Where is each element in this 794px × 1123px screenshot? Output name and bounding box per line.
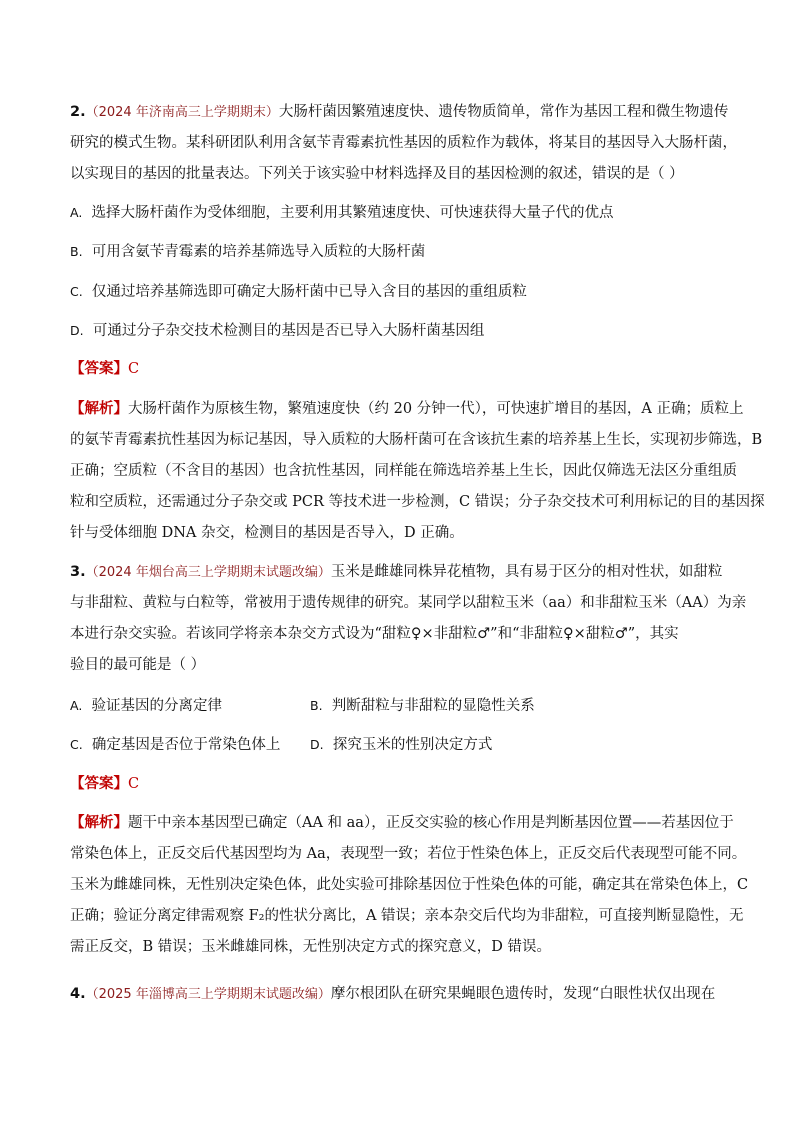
question-number: 4. <box>70 986 86 1002</box>
q3-answer <box>70 774 730 794</box>
option-text: 判断甜粒与非甜粒的显隐性关系 <box>331 698 535 714</box>
q3-option-a <box>70 696 310 716</box>
q3-analysis-line-4: 正确；验证分离定律需观察 F₂的性状分离比，A 错误；亲本杂交后代均为非甜粒，可直接判断显隐性，无 <box>70 908 744 924</box>
option-letter: A. <box>70 205 83 220</box>
question-number: 2. <box>70 104 86 120</box>
q2-analysis-line-5: 针与受体细胞 DNA 杂交，检测目的基因是否导入，D 正确。 <box>70 525 464 541</box>
q2-analysis-line-4: 粒和空质粒，还需通过分子杂交或 PCR 等技术进一步检测，C 错误；分子杂交技术可利用标记的目的基因探 <box>70 494 765 510</box>
option-text: 可用含氨苄青霉素的培养基筛选导入质粒的大肠杆菌 <box>91 244 426 260</box>
analysis-label: 【解析】 <box>70 815 128 831</box>
option-text: 选择大肠杆菌作为受体细胞，主要利用其繁殖速度快、可快速获得大量子代的优点 <box>91 205 614 221</box>
stem-text: 大肠杆菌因繁殖速度快、遗传物质简单，常作为基因工程和微生物遗传 <box>278 104 729 120</box>
stem-text: 摩尔根团队在研究果蝇眼色遗传时，发现“白眼性状仅出现在 <box>330 986 716 1002</box>
answer-label: 【答案】 <box>70 361 128 377</box>
option-letter: A. <box>70 698 83 713</box>
q2-analysis-line-1 <box>70 399 744 419</box>
q2-option-b <box>70 242 730 262</box>
q3-analysis-line-3: 玉米为雌雄同株，无性别决定染色体，此处实验可排除基因位于性染色体的可能，确定其在常染色体上，C <box>70 877 749 893</box>
q2-stem-line-3: 以实现目的基因的批量表达。下列关于该实验中材料选择及目的基因检测的叙述，错误的是（ ） <box>70 166 684 182</box>
q3-options-row-1 <box>70 696 730 716</box>
option-text: 仅通过培养基筛选即可确定大肠杆菌中已导入含目的基因的重组质粒 <box>91 284 527 300</box>
analysis-label: 【解析】 <box>70 401 128 417</box>
option-letter: B. <box>310 698 323 713</box>
q2-option-c <box>70 282 730 302</box>
analysis-text: 大肠杆菌作为原核生物，繁殖速度快（约 20 分钟一代），可快速扩增目的基因，A 正确；质粒上 <box>128 401 744 417</box>
q2-stem-line-2: 研究的模式生物。某科研团队利用含氨苄青霉素抗性基因的质粒作为载体，将某目的基因导入大肠杆菌， <box>70 135 737 151</box>
option-text: 确定基因是否位于常染色体上 <box>91 737 281 753</box>
q3-option-d <box>310 737 492 753</box>
q3-option-c <box>70 735 310 755</box>
q3-option-b <box>310 698 535 714</box>
q3-stem-line-4: 验目的最可能是（ ） <box>70 657 206 673</box>
q2-answer <box>70 359 730 379</box>
analysis-text: 题干中亲本基因型已确定（AA 和 aa），正反交实验的核心作用是判断基因位置——若基因位于 <box>128 815 734 831</box>
stem-text: 玉米是雌雄同株异花植物，具有易于区分的相对性状，如甜粒 <box>330 564 723 580</box>
answer-label: 【答案】 <box>70 776 128 792</box>
q2-option-a <box>70 203 730 223</box>
question-source: （2025 年淄博高三上学期期末试题改编） <box>85 987 331 1002</box>
question-source: （2024 年济南高三上学期期末） <box>85 105 279 120</box>
option-letter: B. <box>70 244 83 259</box>
answer-value: C <box>128 776 140 792</box>
q2-analysis-line-2: 的氨苄青霉素抗性基因为标记基因，导入质粒的大肠杆菌可在含该抗生素的培养基上生长，实现初步筛选，B <box>70 432 763 448</box>
q3-stem-line-2: 与非甜粒、黄粒与白粒等，常被用于遗传规律的研究。某同学以甜粒玉米（aa）和非甜粒玉米（AA）为亲 <box>70 595 747 611</box>
q4-stem-line-1 <box>70 984 730 1005</box>
q3-analysis-line-2: 常染色体上，正反交后代基因型均为 Aa，表现型一致；若位于性染色体上，正反交后代表现型可能不同。 <box>70 846 747 862</box>
option-text: 可通过分子杂交技术检测目的基因是否已导入大肠杆菌基因组 <box>92 323 485 339</box>
option-letter: D. <box>310 737 324 752</box>
q3-stem-line-3: 本进行杂交实验。若该同学将亲本杂交方式设为“甜粒♀×非甜粒♂”和“非甜粒♀×甜粒♂”，其实 <box>70 626 679 642</box>
q3-options-row-2 <box>70 735 730 755</box>
option-letter: D. <box>70 323 84 338</box>
q3-analysis-line-1 <box>70 813 734 833</box>
q3-analysis-line-5: 需正反交，B 错误；玉米雌雄同株，无性别决定方式的探究意义，D 错误。 <box>70 939 551 955</box>
q2-option-d <box>70 321 730 341</box>
option-text: 验证基因的分离定律 <box>91 698 223 714</box>
option-text: 探究玉米的性别决定方式 <box>332 737 493 753</box>
option-letter: C. <box>70 737 83 752</box>
q2-analysis-line-3: 正确；空质粒（不含目的基因）也含抗性基因，同样能在筛选培养基上生长，因此仅筛选无法区分重组质 <box>70 463 737 479</box>
answer-value: C <box>128 361 140 377</box>
question-source: （2024 年烟台高三上学期期末试题改编） <box>85 565 331 580</box>
q3-stem-line-1 <box>70 562 730 583</box>
q2-stem-line-1 <box>70 102 730 123</box>
option-letter: C. <box>70 284 83 299</box>
question-number: 3. <box>70 564 86 580</box>
